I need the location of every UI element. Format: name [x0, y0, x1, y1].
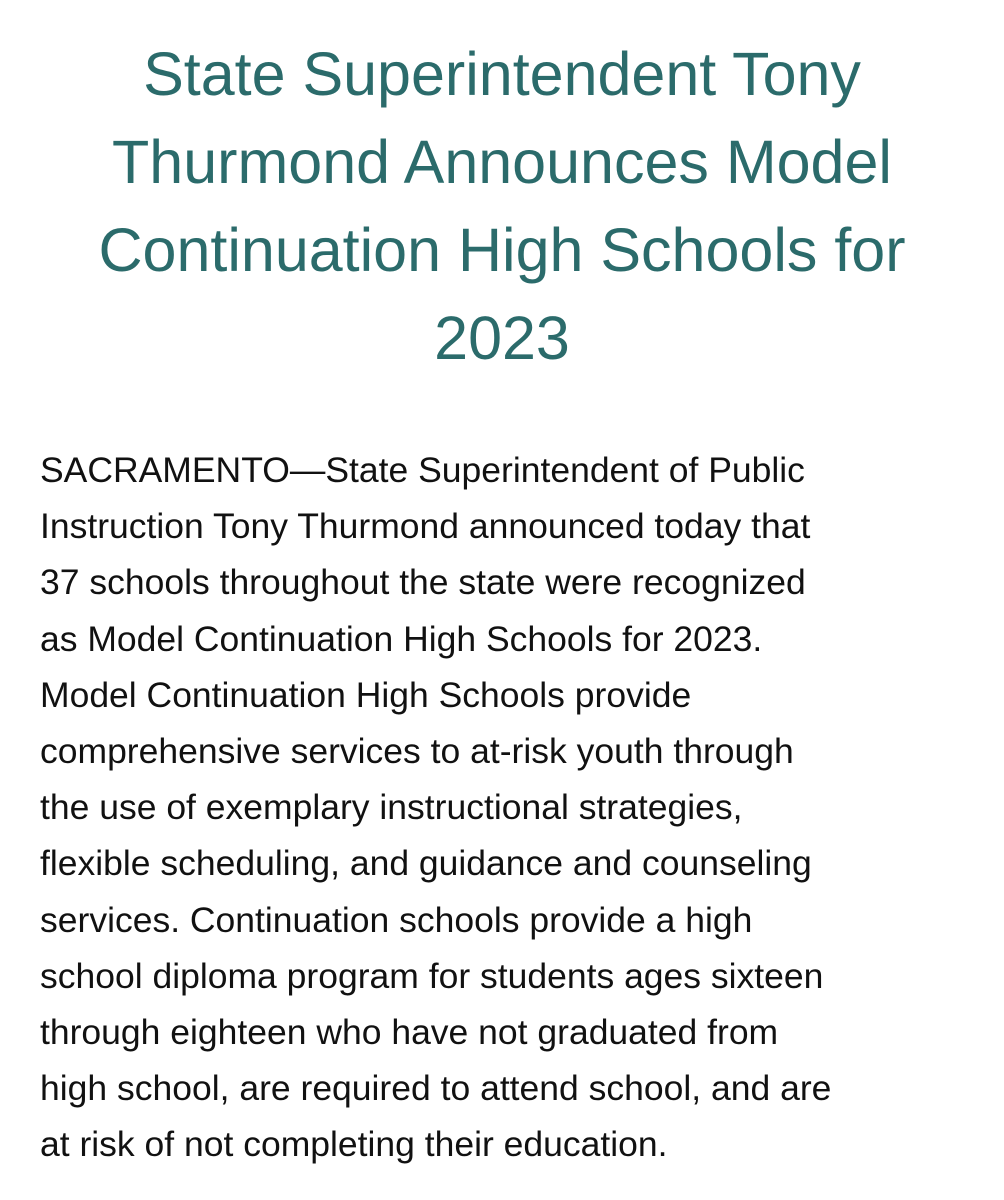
body-line: Instruction Tony Thurmond announced today that [40, 506, 811, 547]
body-line: Model Continuation High Schools provide [40, 674, 692, 715]
article-title-line: 2023 [434, 304, 570, 372]
body-line: school diploma program for students ages sixteen [40, 955, 824, 996]
article-title [30, 30, 974, 382]
body-line: services. Continuation schools provide a high [40, 899, 753, 940]
body-line: 37 schools throughout the state were recognized [40, 562, 806, 603]
body-line: through eighteen who have not graduated from [40, 1012, 779, 1053]
article-title-line: State Superintendent Tony [143, 40, 861, 108]
article-title-line: Thurmond Announces Model [112, 128, 892, 196]
body-line: SACRAMENTO—State Superintendent of Public [40, 450, 805, 490]
body-line: flexible scheduling, and guidance and counseling [40, 843, 812, 884]
article-body-paragraph [40, 442, 980, 1173]
body-line: as Model Continuation High Schools for 2023. [40, 618, 763, 659]
body-line: the use of exemplary instructional strategies, [40, 787, 743, 828]
body-line: high school, are required to attend school, and are [40, 1068, 832, 1109]
body-line: at risk of not completing their education. [40, 1124, 668, 1165]
article-title-line: Continuation High Schools for [98, 216, 906, 284]
body-line: comprehensive services to at-risk youth through [40, 731, 794, 772]
